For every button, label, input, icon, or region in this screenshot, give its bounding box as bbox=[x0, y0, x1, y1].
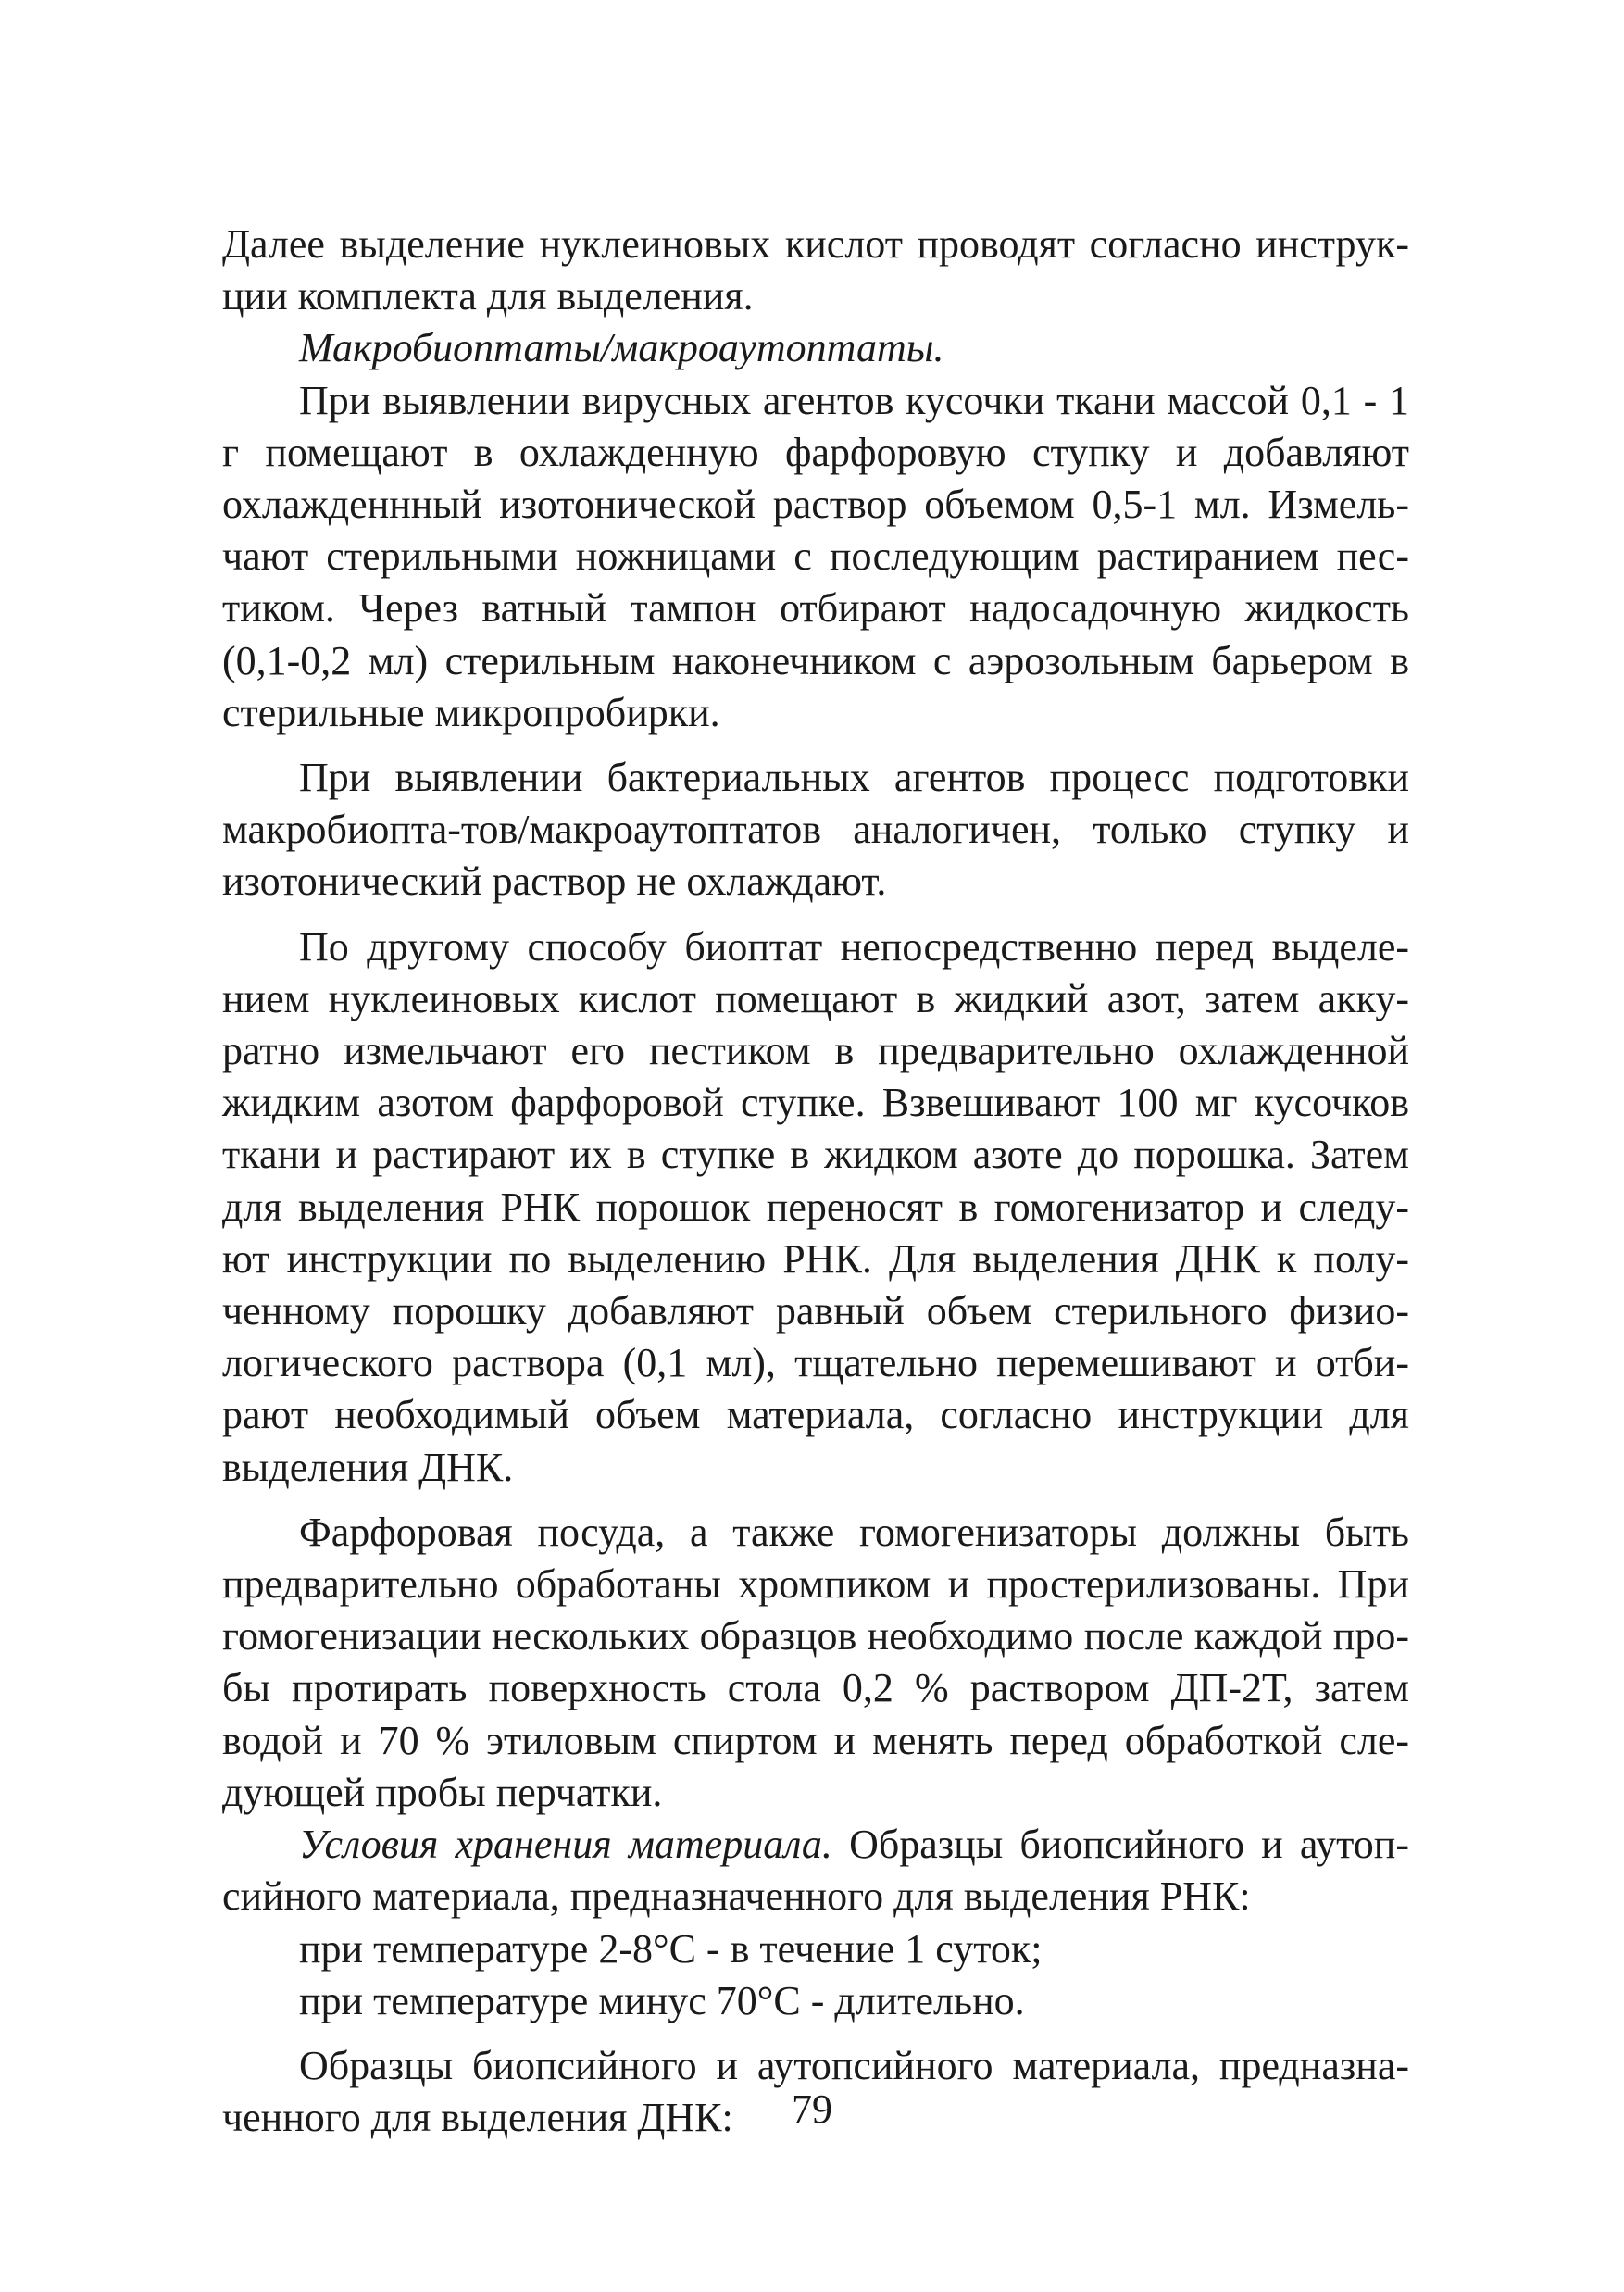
body-text bbox=[222, 219, 1409, 2144]
paragraph-liquid-nitrogen-method: По другому способу биоптат непосредственно перед выделе-нием нуклеиновых кислот помещают в жидкий азот, затем акку-ратно измельчают его пестиком в предварительно охлажденной жидким азотом фарфоровой ступке. Взвешивают 100 мг кусочков ткани и растирают их в ступке в жидком азоте до порошка. Затем для выделения РНК порошок переносят в гомогенизатор и следу-ют инструкции по выделению РНК. Для выделения ДНК к полу-ченному порошку добавляют равный объем стерильного физио-логического раствора (0,1 мл), тщательно перемешивают и отби-рают необходимый объем материала, согласно инструкции для выделения ДНК. bbox=[222, 923, 1409, 1490]
section-heading-macrobioptates: Макробиоптаты/макроаутоптаты. bbox=[299, 325, 944, 371]
paragraph-storage-conditions bbox=[222, 1819, 1409, 1923]
paragraph-viral-agents: При выявлении вирусных агентов кусочки ткани массой 0,1 - 1 г помещают в охлажденную фарфоровую ступку и добавляют охлажденнный изотонической раствор объемом 0,5-1 мл. Измель-чают стерильными ножницами с последующим растиранием пес-тиком. Через ватный тампон отбирают надосадочную жидкость (0,1-0,2 мл) стерильным наконечником с аэрозольным барьером в стерильные микропробирки. bbox=[222, 377, 1409, 735]
storage-item-rna-long: при температуре минус 70°С - длительно. bbox=[299, 1977, 1025, 2023]
paragraph-bacterial-agents: При выявлении бактериальных агентов процесс подготовки макробиопта-тов/макроаутоптатов аналогичен, только ступку и изотонический раствор не охлаждают. bbox=[222, 755, 1409, 905]
storage-intro: Образцы биопсийного и аутоп-сийного материала, предназначенного для выделения РНК: bbox=[222, 1822, 1409, 1920]
storage-item-rna-short: при температуре 2-8°С - в течение 1 суток; bbox=[299, 1925, 1043, 1972]
paragraph-porcelain-dishes: Фарфоровая посуда, а также гомогенизаторы должны быть предварительно обработаны хромпиком и простерилизованы. При гомогенизации нескольких образцов необходимо после каждой про-бы протирать поверхность стола 0,2 % раствором ДП-2Т, затем водой и 70 % этиловым спиртом и менять перед обработкой сле-дующей пробы перчатки. bbox=[222, 1509, 1409, 1815]
paragraph-intro: Далее выделение нуклеиновых кислот проводят согласно инструк-ции комплекта для выделения. bbox=[222, 221, 1409, 319]
paragraph-dna-storage: Образцы биопсийного и аутопсийного материала, предназна-ченного для выделения ДНК: bbox=[222, 2042, 1409, 2141]
storage-heading: Условия хранения материала. bbox=[299, 1822, 832, 1868]
page-number: 79 bbox=[792, 2086, 832, 2132]
